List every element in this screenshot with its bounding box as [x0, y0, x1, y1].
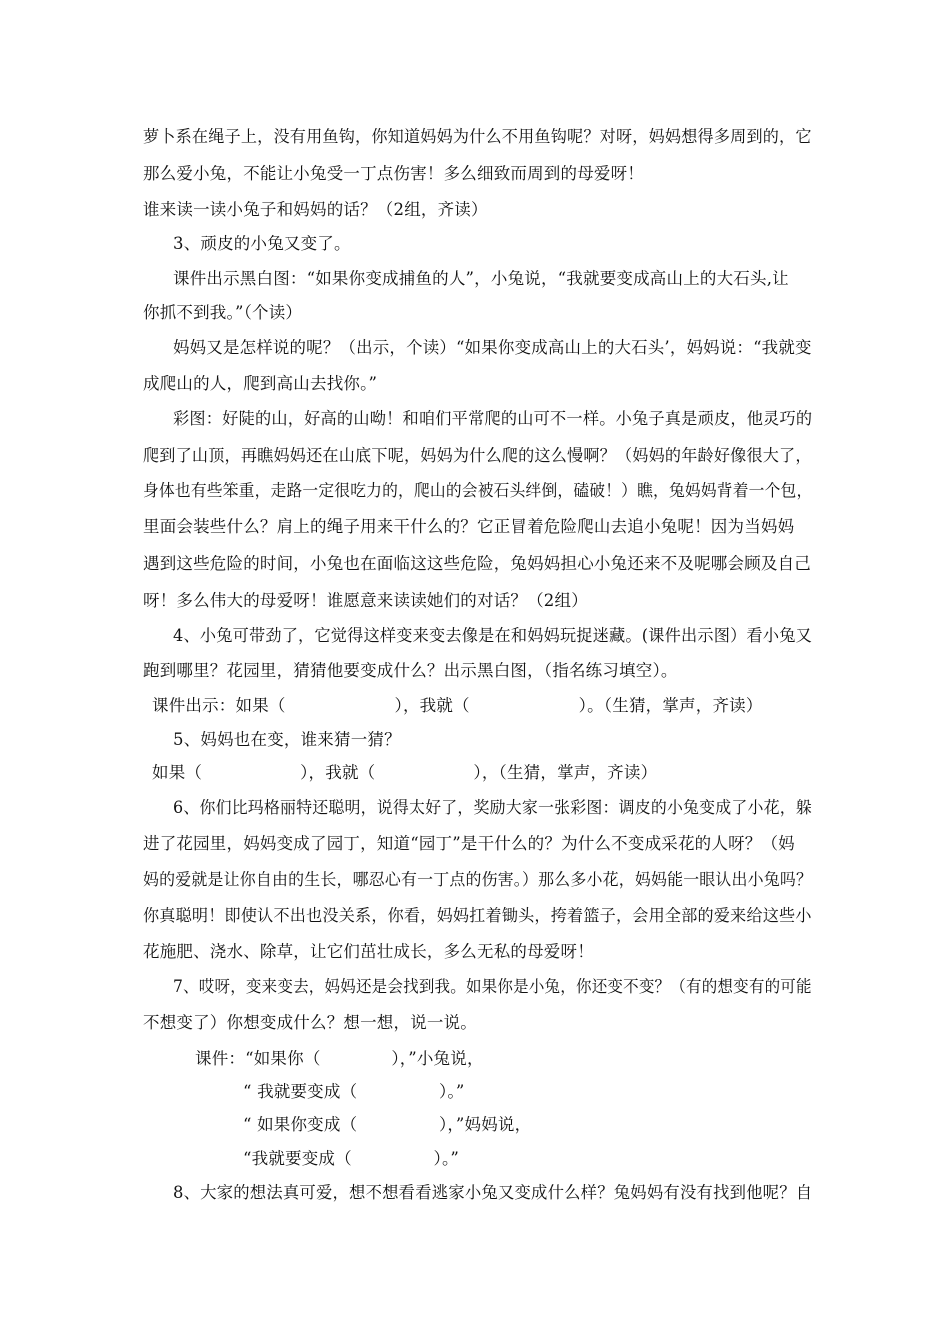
section-heading: 3、顽皮的小兔又变了。: [173, 234, 351, 253]
section-heading: 6、你们比玛格丽特还聪明，说得太好了，奖励大家一张彩图：调皮的小兔变成了小花，躲: [173, 798, 813, 817]
fill-blank-line: “我就要变成（ ）。”: [243, 1149, 460, 1168]
paragraph-line: 那么爱小兔，不能让小兔受一丁点伤害！多么细致而周到的母爱呀！: [143, 164, 644, 183]
fill-blank-line: 如果（ ），我就（ ），（生猜，掌声，齐读）: [152, 763, 658, 782]
paragraph-line: 进了花园里，妈妈变成了园丁，知道“园丁”是干什么的？为什么不变成采花的人呀？（妈: [143, 834, 795, 853]
paragraph-line: 爬到了山顶，再瞧妈妈还在山底下呢，妈妈为什么爬的这么慢啊？（妈妈的年龄好像很大了，: [143, 446, 812, 465]
paragraph-line: 跑到哪里？花园里，猜猜他要变成什么？出示黑白图，（指名练习填空）。: [143, 661, 678, 680]
section-heading: 7、哎呀，变来变去，妈妈还是会找到我。如果你是小兔，你还变不变？（有的想变有的可能: [173, 977, 812, 996]
fill-blank-line: 课件出示：如果（ ），我就（ ）。（生猜，掌声，齐读）: [152, 696, 763, 715]
paragraph-line: 妈的爱就是让你自由的生长，哪忍心有一丁点的伤害。）那么多小花，妈妈能一眼认出小兔吗？: [143, 870, 813, 889]
paragraph-line: 谁来读一读小兔子和妈妈的话？（2组，齐读）: [143, 200, 488, 219]
fill-blank-line: “ 如果你变成（ ），”妈妈说，: [243, 1115, 532, 1134]
paragraph-line: 萝卜系在绳子上，没有用鱼钩，你知道妈妈为什么不用鱼钩呢？对呀，妈妈想得多周到的，它: [143, 127, 812, 146]
paragraph-line: 你抓不到我。”（个读）: [143, 303, 303, 322]
paragraph-line: 你真聪明！即使认不出也没关系，你看，妈妈扛着锄头，挎着篮子，会用全部的爱来给这些小: [143, 906, 812, 925]
paragraph-line: 课件出示黑白图：“如果你变成捕鱼的人”，小兔说，“我就要变成高山上的大石头,让: [173, 269, 789, 288]
paragraph-line: 身体也有些笨重，走路一定很吃力的，爬山的会被石头绊倒，磕破！）瞧，兔妈妈背着一个包，: [143, 481, 813, 500]
paragraph-line: 里面会装些什么？肩上的绳子用来干什么的？它正冒着危险爬山去追小兔呢！因为当妈妈: [143, 517, 795, 536]
paragraph-line: 花施肥、浇水、除草，让它们茁壮成长，多么无私的母爱呀！: [143, 942, 594, 961]
section-heading: 5、妈妈也在变，谁来猜一猜？: [173, 730, 401, 749]
paragraph-line: 妈妈又是怎样说的呢？（出示，个读）“如果你变成高山上的大石头’，妈妈说：“我就变: [173, 338, 812, 357]
section-heading: 4、小兔可带劲了，它觉得这样变来变去像是在和妈妈玩捉迷藏。(课件出示图）看小兔又: [173, 626, 812, 645]
fill-blank-line: “ 我就要变成（ ）。”: [243, 1082, 465, 1101]
paragraph-line: 彩图：好陡的山，好高的山呦！和咱们平常爬的山可不一样。小兔子真是顽皮，他灵巧的: [173, 409, 813, 428]
fill-blank-line: 课件：“如果你（ ），”小兔说，: [195, 1049, 484, 1068]
paragraph-line: 不想变了）你想变成什么？想一想，说一说。: [143, 1013, 477, 1032]
section-heading: 8、大家的想法真可爱，想不想看看逃家小兔又变成什么样？兔妈妈有没有找到他呢？自: [173, 1183, 813, 1202]
paragraph-line: 遇到这些危险的时间，小兔也在面临这这些危险，兔妈妈担心小兔还来不及呢哪会顾及自己: [143, 554, 811, 573]
paragraph-line: 成爬山的人，爬到高山去找你。”: [143, 374, 378, 393]
paragraph-line: 呀！多么伟大的母爱呀！谁愿意来读读她们的对话？（2组）: [143, 591, 588, 610]
